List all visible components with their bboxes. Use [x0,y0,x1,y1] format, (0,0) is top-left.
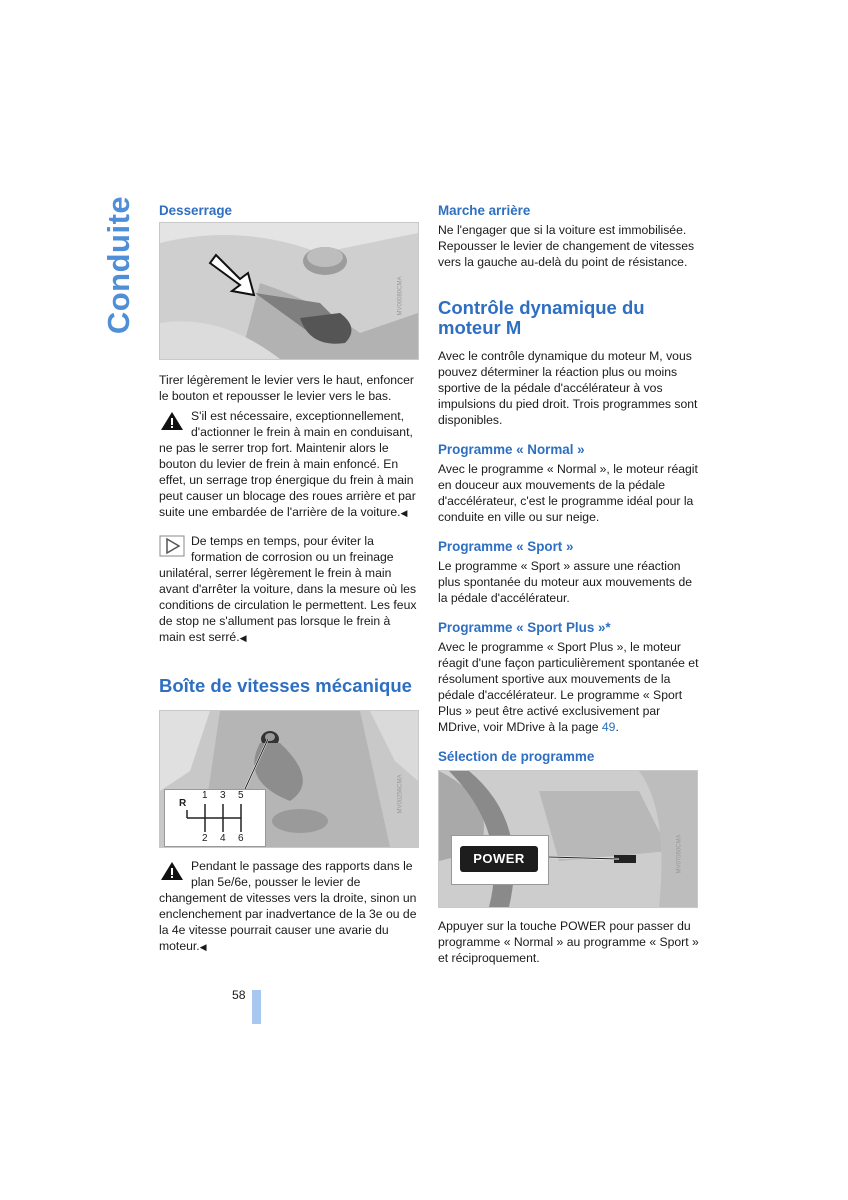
heading-programme-normal: Programme « Normal » [438,442,585,457]
heading-programme-sport: Programme « Sport » [438,539,574,554]
handbrake-illustration [160,223,418,359]
photo-power-button [438,770,698,908]
programme-normal-body: Avec le programme « Normal », le moteur réagit en douceur aux mouvements de la pédale d'accélérateur, c'est le programme idéal pour la conduite en ville ou sur neige. [438,462,698,524]
marche-arriere-body: Ne l'engager que si la voiture est immobilisée. Repousser le levier de changement de vitesses vers la gauche au-delà du point de résistance. [438,223,695,269]
photo-code-1: MV00080CMA [397,276,404,316]
gear-label-3: 3 [220,790,226,801]
page-marker-bar [252,990,261,1024]
heading-marche-arriere: Marche arrière [438,203,531,218]
right-column [438,203,700,966]
tip-arrow-icon [159,535,185,557]
power-button[interactable]: POWER [460,846,538,872]
gear-label-6: 6 [238,833,244,844]
programme-sport-plus-body [438,639,700,735]
left-column [159,203,419,955]
gear-label-1: 1 [202,790,208,801]
warning-text-gearbox: Pendant le passage des rapports dans le plan 5e/6e, pousser le levier de changement de vitesses vers la droite, sinon un enclenchement par inadvertance de la 3e ou de la 4e vitesse pourrait causer une avarie du moteur. [159,859,417,953]
heading-desserrage: Desserrage [159,203,232,218]
end-mark-icon: ◀ [400,508,408,518]
warning-triangle-icon [159,860,185,882]
sport-plus-text: Avec le programme « Sport Plus », le moteur réagit d'une façon particulièrement spontanée et résolument sportive aux mouvements de la pédale d'accélérateur. Le programme « Sport Plus » peut être activé exclusivement par MDrive, voir MDrive à la page [438,640,699,734]
controle-body: Avec le contrôle dynamique du moteur M, vous pouvez déterminer la réaction plus ou moins sportive de la pédale d'accélérateur à vos impulsions du pied droit. Trois programmes sont disponibles. [438,349,698,427]
end-mark-icon: ◀ [239,633,247,643]
heading-selection-programme: Sélection de programme [438,749,595,764]
end-mark-icon: ◀ [199,942,207,952]
heading-programme-sport-plus: Programme « Sport Plus »* [438,620,611,635]
gear-label-reverse: R [179,798,187,809]
heading-controle-dynamique: Contrôle dynamique du moteur M [438,297,645,338]
photo-code-3: MV07080CMA [676,834,683,874]
chapter-side-title-text: Conduite [101,195,136,335]
gear-label-4: 4 [220,833,226,844]
warning-text-handbrake: S'il est nécessaire, exceptionnellement, d'actionner le frein à main en conduisant, ne pas le serrer trop fort. Maintenir alors le bouton du levier de frein à main enfoncé. En effet, un serrage trop énergique du frein à main peut causer un blocage des roues arrière et par suite une embardée de l'arrière de la voiture. [159,409,416,519]
selection-body: Appuyer sur la touche POWER pour passer du programme « Normal » au programme « Sport » et réciproquement. [438,919,699,965]
power-button-inset [451,835,549,885]
warning-note-handbrake [159,408,419,521]
page-link-49[interactable]: 49 [601,720,616,734]
chapter-side-title [101,195,136,335]
tip-note-handbrake [159,533,419,646]
desserrage-body: Tirer légèrement le levier vers le haut, enfoncer le bouton et repousser le levier vers le bas. [159,373,414,403]
warning-note-gearbox [159,858,419,955]
warning-triangle-icon [159,410,185,432]
heading-boite: Boîte de vitesses mécanique [159,675,412,696]
photo-code-2: MV00256CMA [397,774,404,814]
photo-gearbox [159,710,419,848]
photo-handbrake [159,222,419,360]
gear-label-2: 2 [202,833,208,844]
page-number: 58 [232,988,246,1002]
programme-sport-body: Le programme « Sport » assure une réaction plus spontanée du moteur aux mouvements de la pédale d'accélérateur. [438,559,693,605]
gear-label-5: 5 [238,790,244,801]
gear-shift-pattern [164,789,266,847]
tip-text-handbrake: De temps en temps, pour éviter la formation de corrosion ou un freinage unilatéral, serrer légèrement le frein à main avant d'arrêter la voiture, dans la mesure où les conditions de circulation le permettent. Les feux de stop ne s'allument pas lorsque le frein à main est serré. [159,534,417,644]
sport-plus-text-end: . [615,720,619,734]
